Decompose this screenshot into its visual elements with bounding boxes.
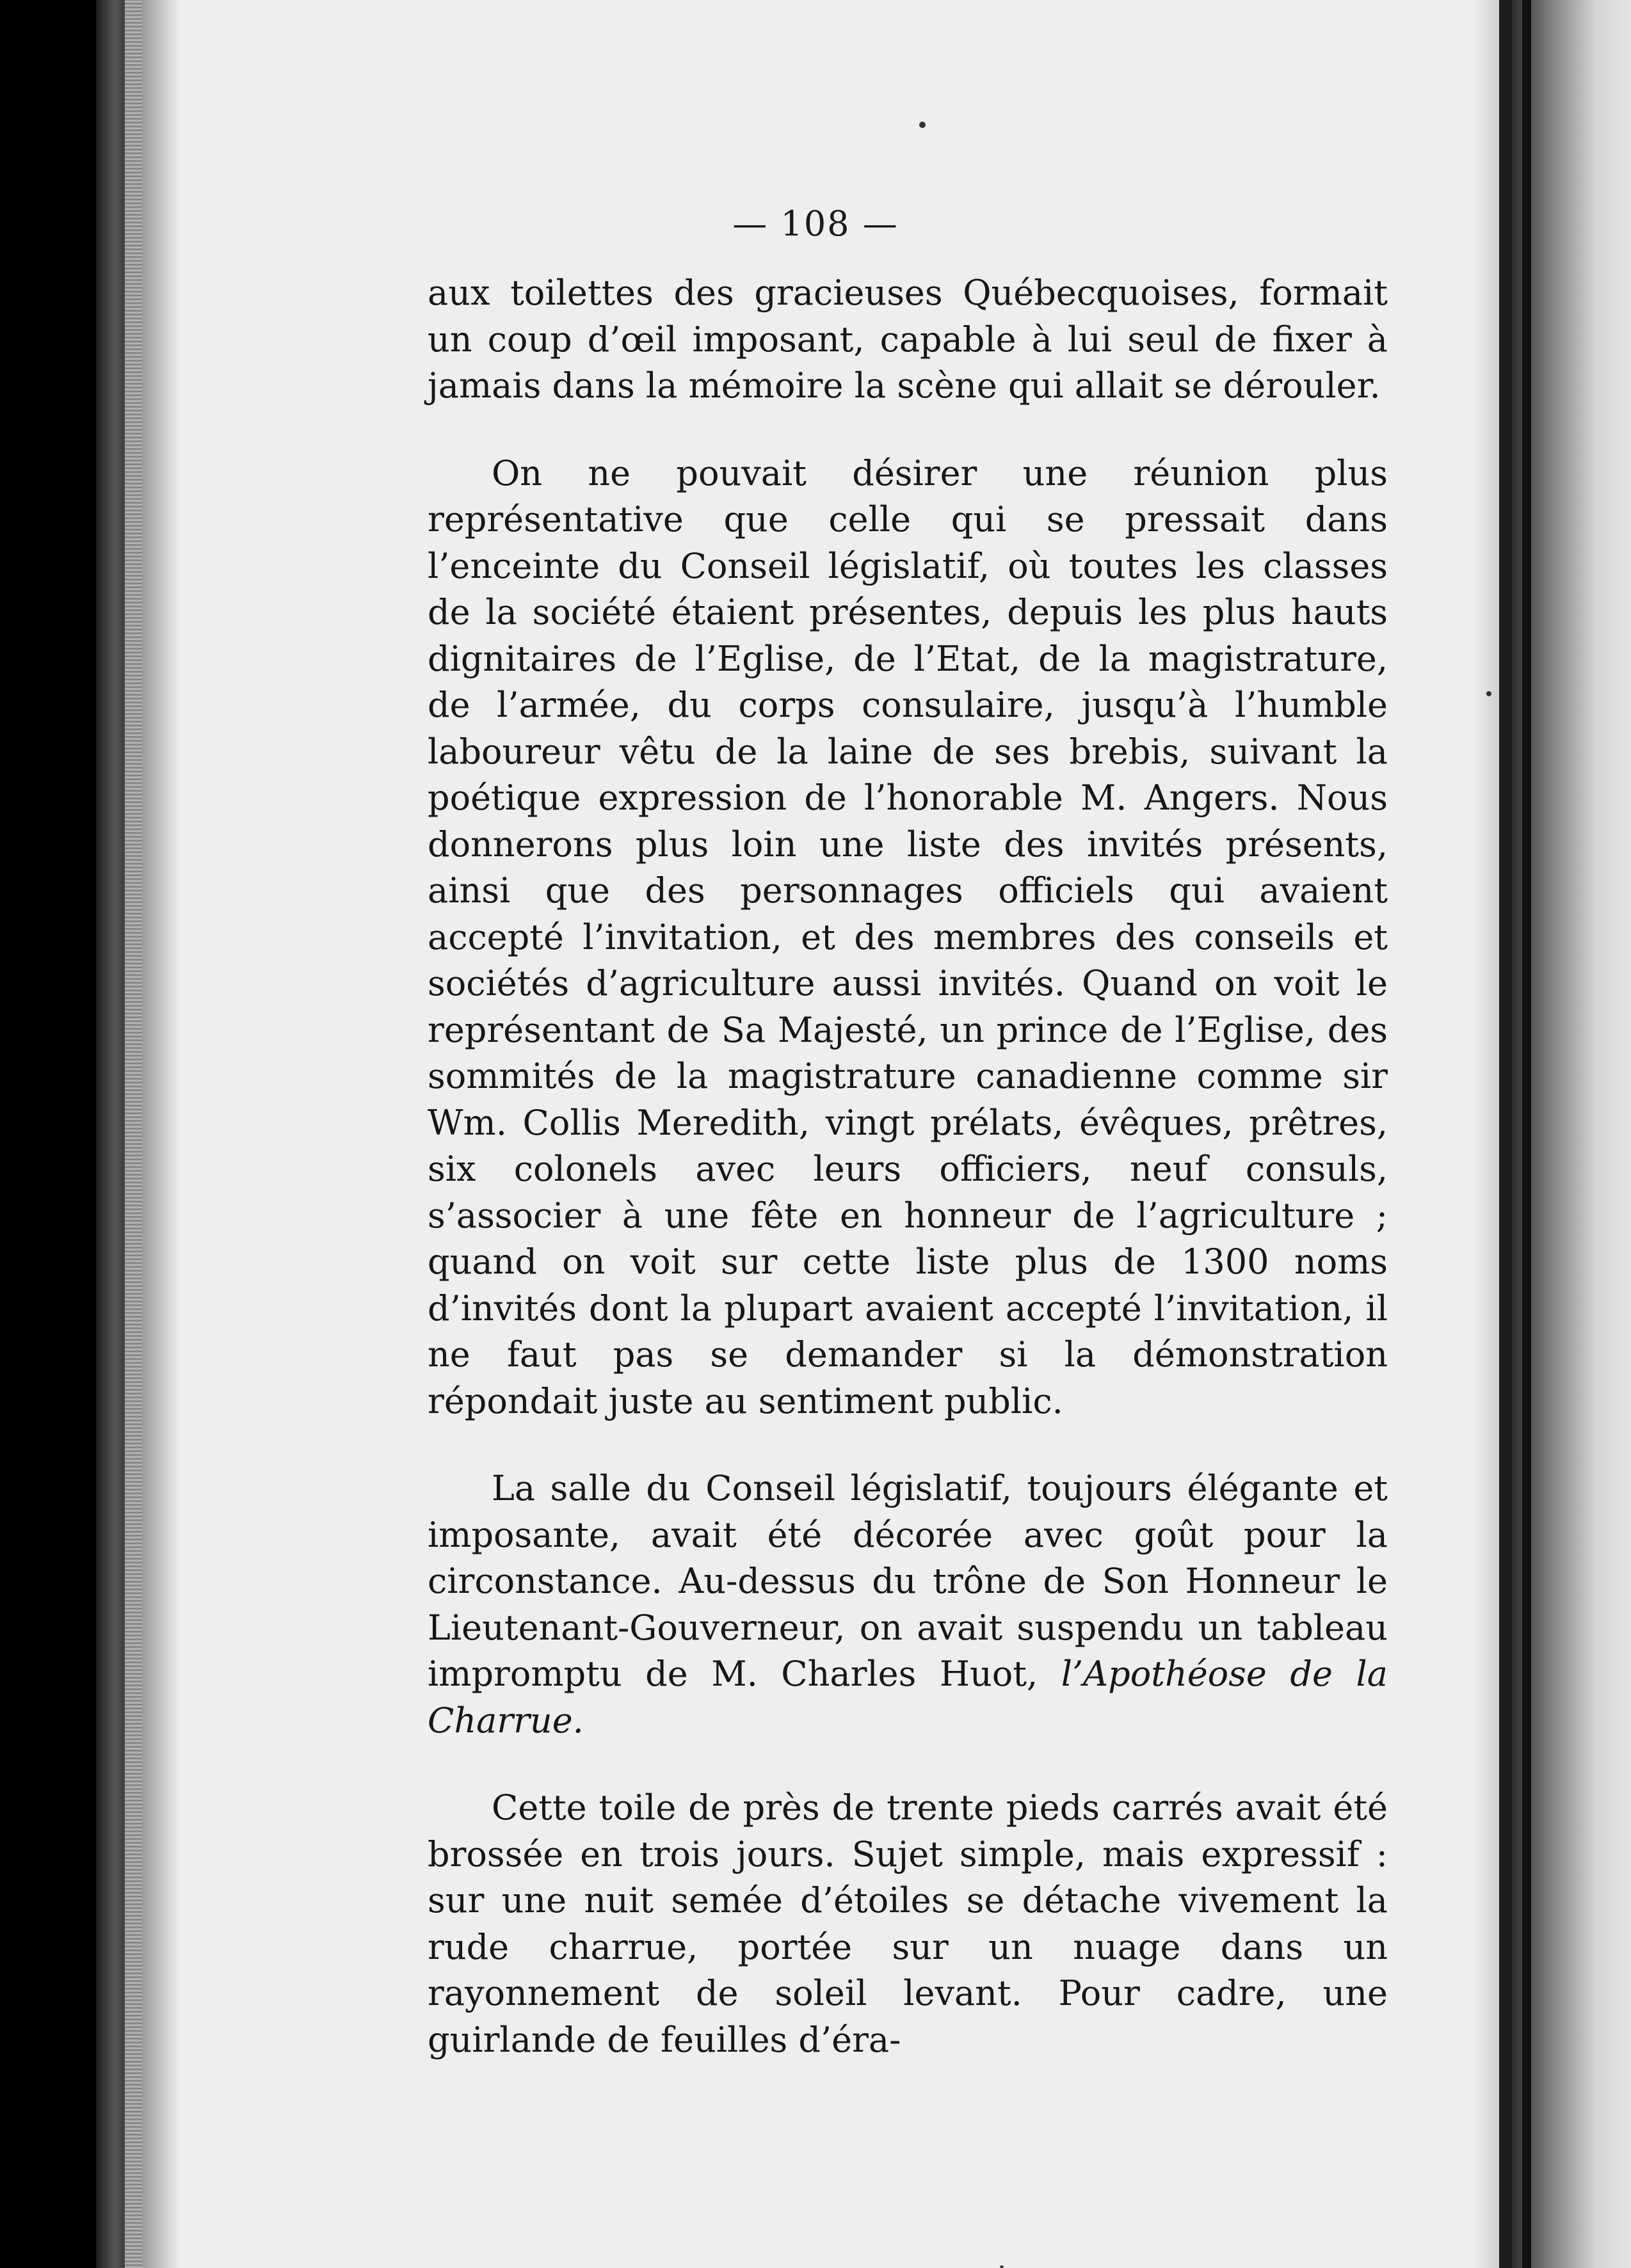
gutter-shadow (1499, 0, 1512, 2268)
ink-speck (1486, 691, 1491, 696)
page-number: — 108 — (732, 204, 899, 244)
page-body (428, 270, 1388, 2063)
paragraph: On ne pouvait désirer une réunion plus représentative que celle qui se pressait dans l’enceinte du Conseil législatif, où toutes les classes de la société étaient présentes, depuis les plus hauts dignitaires de l’Eglise, de l’Etat, de la magistrature, de l’armée, du corps consulaire, jusqu’à l’humble laboureur vêtu de la laine de ses brebis, suivant la poétique expression de l’honorable M. Angers. Nous donnerons plus loin une liste des invités présents, ainsi que des personnages officiels qui avaient accepté l’invitation, et des membres des conseils et sociétés d’agriculture aussi invités. Quand on voit le représentant de Sa Majesté, un prince de l’Eglise, des sommités de la magistrature canadienne comme sir Wm. Collis Meredith, vingt prélats, évêques, prêtres, six colonels avec leurs officiers, neuf consuls, s’associer à une fête en honneur de l’agriculture ; quand on voit sur cette liste plus de 1300 noms d’invités dont la plupart avaient accepté l’invitation, il ne faut pas se demander si la démonstration répondait juste au sentiment public. (428, 452, 1388, 1421)
paragraph: Cette toile de près de trente pieds carrés avait été brossée en trois jours. Sujet simple, mais expressif : sur une nuit semée d’étoiles se détache vivement la rude charrue, portée sur un nuage dans un rayonnement de soleil levant. Pour cadre, une guirlande de feuilles d’éra- (428, 1787, 1388, 2060)
paragraph-text: La salle du Conseil législatif, toujours élégante et imposante, avait été décorée avec goût pour la circonstance. Au-dessus du trône de Son Honneur le Lieutenant-Gouverneur, on avait suspendu un tableau impromptu de M. Charles Huot, (428, 1468, 1388, 1694)
page-edges (125, 0, 143, 2268)
ink-speck (1000, 2265, 1004, 2268)
paragraph: aux toilettes des gracieuses Québecquoises, formait un coup d’œil imposant, capable à lui seul de fixer à jamais dans la mémoire la scène qui allait se dérouler. (428, 273, 1388, 406)
ink-speck (919, 122, 926, 128)
facing-page-border (1522, 0, 1531, 2268)
paragraph (428, 1465, 1388, 1744)
artwork-title: l’Apothéose de la Charrue. (428, 1654, 1388, 1741)
